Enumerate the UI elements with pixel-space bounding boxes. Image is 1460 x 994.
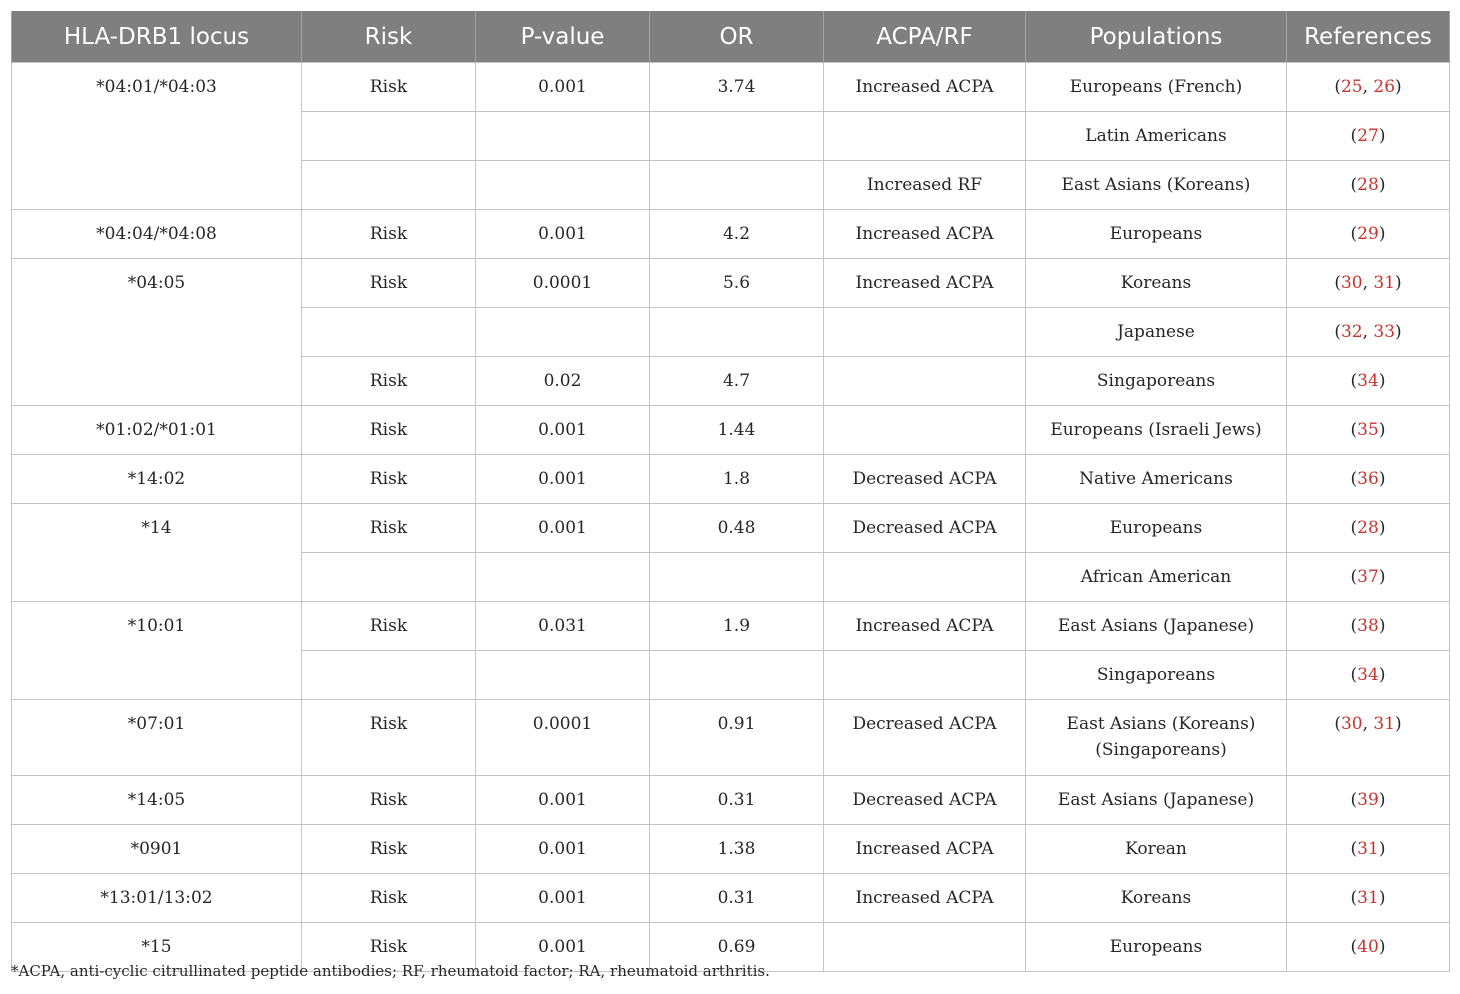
reference-link[interactable]: 39 [1357,790,1379,810]
p-value-cell: 0.001 [476,874,650,923]
population-cell: Koreans [1026,259,1287,308]
risk-cell [302,651,476,700]
p-value-cell [476,308,650,357]
acpa-rf-cell: Decreased ACPA [824,455,1026,504]
table-footnote: *ACPA, anti-cyclic citrullinated peptide antibodies; RF, rheumatoid factor; RA, rheumatoid arthritis. [11,962,770,980]
references-cell: (28) [1287,504,1450,553]
acpa-rf-cell: Increased ACPA [824,874,1026,923]
risk-cell [302,112,476,161]
table-row [12,700,1450,776]
risk-cell: Risk [302,357,476,406]
header-populations: Populations [1026,11,1287,63]
references-cell: (36) [1287,455,1450,504]
risk-cell: Risk [302,825,476,874]
locus-cell: *04:05 [12,259,302,406]
table-row [12,210,1450,259]
population-cell: Native Americans [1026,455,1287,504]
or-cell: 1.8 [650,455,824,504]
table-row [12,825,1450,874]
risk-cell [302,553,476,602]
table-row [12,874,1450,923]
risk-cell [302,308,476,357]
p-value-cell: 0.001 [476,825,650,874]
p-value-cell: 0.001 [476,776,650,825]
p-value-cell: 0.001 [476,504,650,553]
population-cell: African American [1026,553,1287,602]
acpa-rf-cell: Increased ACPA [824,63,1026,112]
p-value-cell: 0.001 [476,63,650,112]
reference-link[interactable]: 32 [1340,322,1363,342]
locus-cell: *14:02 [12,455,302,504]
reference-link[interactable]: 26 [1373,77,1396,97]
risk-cell: Risk [302,874,476,923]
risk-cell: Risk [302,455,476,504]
reference-link[interactable]: 28 [1357,175,1379,195]
locus-cell: *0901 [12,825,302,874]
or-cell: 0.31 [650,776,824,825]
acpa-rf-cell: Decreased ACPA [824,700,1026,776]
or-cell [650,308,824,357]
references-cell: (35) [1287,406,1450,455]
references-cell: (34) [1287,651,1450,700]
or-cell: 4.7 [650,357,824,406]
p-value-cell: 0.02 [476,357,650,406]
population-cell: Europeans [1026,504,1287,553]
acpa-rf-cell: Decreased ACPA [824,776,1026,825]
or-cell: 1.38 [650,825,824,874]
references-cell: (40) [1287,923,1450,972]
or-cell: 0.91 [650,700,824,776]
reference-link[interactable]: 37 [1357,567,1379,587]
table-body [12,63,1450,972]
population-cell: Europeans (Israeli Jews) [1026,406,1287,455]
references-cell: (30, 31) [1287,259,1450,308]
p-value-cell [476,161,650,210]
population-cell: Europeans [1026,923,1287,972]
population-cell: Latin Americans [1026,112,1287,161]
header-or: OR [650,11,824,63]
risk-cell [302,161,476,210]
references-cell: (38) [1287,602,1450,651]
header-row [12,11,1450,63]
reference-link[interactable]: 34 [1357,371,1379,391]
locus-cell: *14:05 [12,776,302,825]
references-cell: (25, 26) [1287,63,1450,112]
acpa-rf-cell [824,651,1026,700]
population-cell: Koreans [1026,874,1287,923]
references-cell: (34) [1287,357,1450,406]
table-row [12,602,1450,651]
or-cell [650,112,824,161]
reference-link[interactable]: 29 [1357,224,1379,244]
reference-link[interactable]: 33 [1373,322,1396,342]
reference-link[interactable]: 38 [1357,616,1379,636]
locus-cell: *07:01 [12,700,302,776]
reference-link[interactable]: 40 [1357,937,1379,957]
acpa-rf-cell [824,923,1026,972]
or-cell [650,161,824,210]
population-cell: Europeans [1026,210,1287,259]
acpa-rf-cell: Increased ACPA [824,825,1026,874]
risk-cell: Risk [302,259,476,308]
p-value-cell: 0.031 [476,602,650,651]
locus-cell: *04:01/*04:03 [12,63,302,210]
p-value-cell: 0.001 [476,210,650,259]
or-cell: 0.69 [650,923,824,972]
acpa-rf-cell [824,308,1026,357]
population-cell: East Asians (Koreans) (Singaporeans) [1026,700,1287,776]
population-cell: Japanese [1026,308,1287,357]
reference-link[interactable]: 31 [1357,839,1379,859]
reference-link[interactable]: 28 [1357,518,1379,538]
reference-link[interactable]: 35 [1357,420,1379,440]
or-cell: 4.2 [650,210,824,259]
references-cell: (37) [1287,553,1450,602]
locus-cell: *14 [12,504,302,602]
acpa-rf-cell: Increased RF [824,161,1026,210]
table-row [12,63,1450,112]
table-row [12,776,1450,825]
header-locus: HLA-DRB1 locus [12,11,302,63]
acpa-rf-cell [824,406,1026,455]
or-cell: 5.6 [650,259,824,308]
population-cell: Singaporeans [1026,357,1287,406]
hla-drb1-table [11,11,1450,972]
or-cell: 0.48 [650,504,824,553]
or-cell: 1.44 [650,406,824,455]
or-cell: 1.9 [650,602,824,651]
header-risk: Risk [302,11,476,63]
header-p-value: P-value [476,11,650,63]
population-cell: East Asians (Koreans) [1026,161,1287,210]
references-cell: (27) [1287,112,1450,161]
p-value-cell: 0.001 [476,406,650,455]
reference-link[interactable]: 30 [1340,273,1363,293]
population-cell: Europeans (French) [1026,63,1287,112]
header-references: References [1287,11,1450,63]
p-value-cell: 0.0001 [476,700,650,776]
or-cell [650,553,824,602]
references-cell: (31) [1287,825,1450,874]
table-row [12,504,1450,553]
reference-link[interactable]: 30 [1340,714,1363,734]
reference-link[interactable]: 25 [1340,77,1363,97]
locus-cell: *10:01 [12,602,302,700]
p-value-cell: 0.001 [476,455,650,504]
references-cell: (31) [1287,874,1450,923]
reference-link[interactable]: 27 [1357,126,1379,146]
p-value-cell: 0.0001 [476,259,650,308]
p-value-cell: 0.001 [476,923,650,972]
or-cell: 0.31 [650,874,824,923]
p-value-cell [476,112,650,161]
risk-cell: Risk [302,776,476,825]
risk-cell: Risk [302,923,476,972]
acpa-rf-cell: Increased ACPA [824,210,1026,259]
risk-cell: Risk [302,602,476,651]
risk-cell: Risk [302,63,476,112]
table-row [12,406,1450,455]
references-cell: (32, 33) [1287,308,1450,357]
acpa-rf-cell [824,357,1026,406]
population-cell: East Asians (Japanese) [1026,602,1287,651]
reference-link[interactable]: 31 [1373,273,1396,293]
risk-cell: Risk [302,406,476,455]
or-cell: 3.74 [650,63,824,112]
acpa-rf-cell: Increased ACPA [824,602,1026,651]
population-cell: Korean [1026,825,1287,874]
locus-cell: *04:04/*04:08 [12,210,302,259]
risk-cell: Risk [302,700,476,776]
reference-link[interactable]: 34 [1357,665,1379,685]
acpa-rf-cell [824,553,1026,602]
references-cell: (28) [1287,161,1450,210]
header-acpa-rf: ACPA/RF [824,11,1026,63]
risk-cell: Risk [302,210,476,259]
table-row [12,259,1450,308]
acpa-rf-cell [824,112,1026,161]
references-cell: (39) [1287,776,1450,825]
reference-link[interactable]: 31 [1373,714,1396,734]
population-cell: East Asians (Japanese) [1026,776,1287,825]
p-value-cell [476,553,650,602]
or-cell [650,651,824,700]
acpa-rf-cell: Decreased ACPA [824,504,1026,553]
table-row [12,455,1450,504]
locus-cell: *01:02/*01:01 [12,406,302,455]
locus-cell: *13:01/13:02 [12,874,302,923]
reference-link[interactable]: 36 [1357,469,1379,489]
reference-link[interactable]: 31 [1357,888,1379,908]
acpa-rf-cell: Increased ACPA [824,259,1026,308]
population-cell: Singaporeans [1026,651,1287,700]
locus-cell: *15 [12,923,302,972]
references-cell: (30, 31) [1287,700,1450,776]
p-value-cell [476,651,650,700]
references-cell: (29) [1287,210,1450,259]
risk-cell: Risk [302,504,476,553]
